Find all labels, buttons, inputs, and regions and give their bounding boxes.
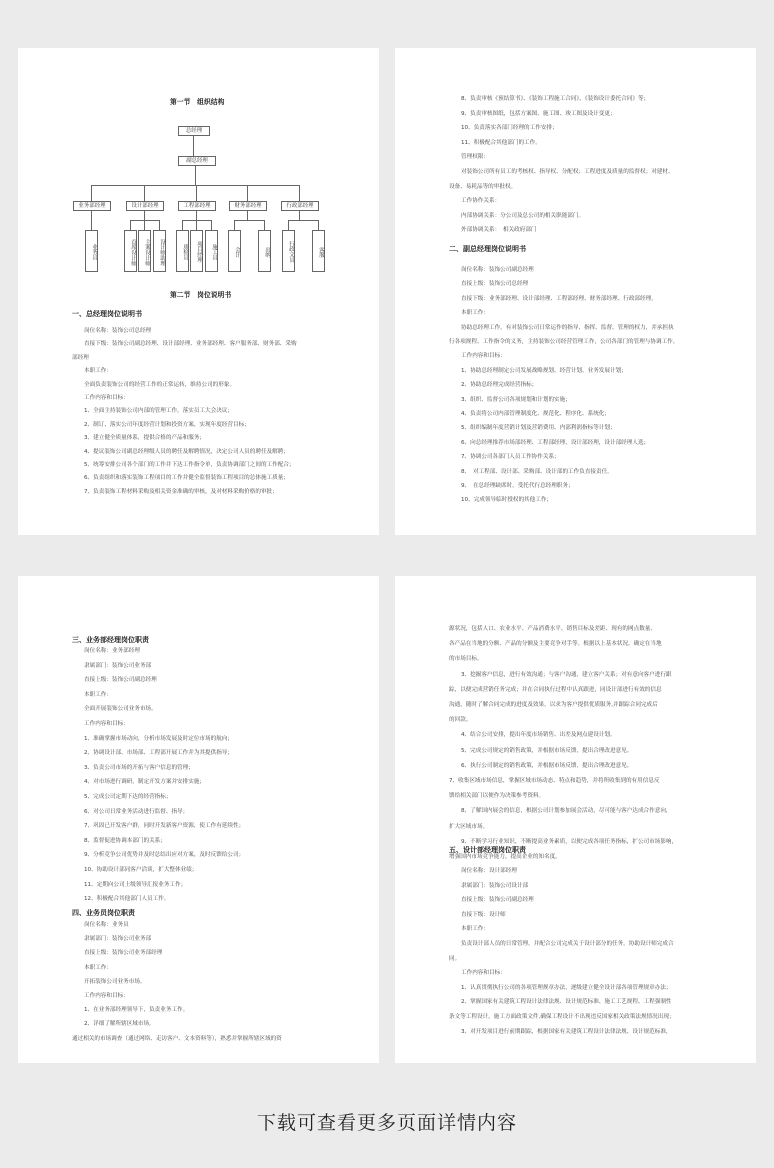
org-role-design-assistant: 设计师助理 bbox=[153, 230, 166, 272]
org-role-salesperson: 业务员 bbox=[85, 230, 98, 272]
text-line: 源状况，包括人口、农业水平、产品消费水平、销售目标及差距、现有的网点数量、 bbox=[449, 626, 656, 632]
text-line: 3、挖掘客户信息，进行有效沟通；与客户沟通，建立客户关系；对有意向客户进行跟 bbox=[461, 671, 672, 678]
text-line: 踪，以便完成营销任务完成；并在合同执行过程中认真跟进，同设计部进行有效的信息 bbox=[449, 686, 662, 693]
heading-salesperson: 四、业务员岗位职责 bbox=[72, 909, 135, 917]
text-line: 开拓装饰公司业务市场。 bbox=[84, 978, 146, 985]
text-line: 1、准确掌握市场动向，分析市场发展及时定位市场的航向； bbox=[84, 735, 233, 742]
text-line: 管理权限： bbox=[461, 154, 489, 161]
text-line: 工作内容和目标： bbox=[84, 395, 129, 401]
text-line: 的市场目标。 bbox=[449, 656, 483, 663]
document-page-2 bbox=[395, 48, 756, 535]
text-line: 本职工作： bbox=[461, 926, 489, 933]
text-line: 直接上级：装饰公司副总经理 bbox=[461, 897, 534, 904]
text-line: 9、负责审核图纸，包括方案图、施工图、竣工图及设计变更； bbox=[461, 110, 616, 117]
text-line: 岗位名称：业务员 bbox=[84, 922, 129, 928]
text-line: 7、负责装饰工程材料采购及相关资金准确的审核，及对材料采购价格的审批； bbox=[84, 488, 278, 495]
text-line: 10、协助设计部同客户洽谈，扩大整体业绩； bbox=[84, 867, 198, 873]
text-line: 外部协调关系： 相关政府部门 bbox=[461, 227, 537, 234]
text-line: 2、协助总经理完成经营指标； bbox=[461, 382, 538, 389]
text-line: 6、执行公司制定的销售政策，并根据市场反馈，提出合理改进意见。 bbox=[461, 762, 633, 769]
text-line: 对装饰公司所有员工的考核权、指导权、分配权；工程进度及质量的监督权；对建材、 bbox=[461, 169, 674, 175]
text-line: 8、 对工程部、设计部、采购部、设计部的工作负直接责任。 bbox=[461, 468, 613, 475]
org-role-customer-service: 客服 bbox=[312, 230, 325, 272]
org-node-ceo: 总经理 bbox=[178, 126, 210, 136]
heading-vice-ceo-job: 二、副总经理岗位说明书 bbox=[449, 245, 526, 253]
org-role-accountant: 会计 bbox=[228, 230, 241, 272]
text-line: 直接上级：装饰公司总经理 bbox=[461, 281, 529, 288]
text-line: 8、监督促进协调本部门的关系； bbox=[84, 837, 166, 844]
text-line: 4、提议装饰公司副总经理级人员的聘任及解聘情况，决定公司人员的聘任及解聘； bbox=[84, 448, 289, 455]
text-line: 扩大区域市场。 bbox=[449, 823, 489, 830]
text-line: 直接下级：业务部经理、设计部经理、工程部经理、财务部经理、行政部经理。 bbox=[461, 295, 657, 302]
text-line: 工作内容和目标： bbox=[84, 721, 129, 727]
text-line: 工作内容和目标： bbox=[84, 993, 129, 999]
text-line: 岗位名称：业务部经理 bbox=[84, 648, 140, 654]
text-line: 工作内容和目标： bbox=[461, 970, 506, 977]
text-line: 7、收集区域市场信息，掌握区域市场动态、特点和趋势，并将所收集到的有用信息反 bbox=[449, 778, 660, 784]
heading-business-manager: 三、业务部经理岗位职责 bbox=[72, 636, 149, 644]
text-line: 4、负责将公司内部管理制度化、规范化、程序化、系统化； bbox=[461, 411, 610, 417]
text-line: 全面负责装饰公司的经营工作的正常运转，维持公司的形象。 bbox=[84, 381, 236, 388]
document-page-4 bbox=[395, 576, 756, 1063]
text-line: 3、负责公司市场的开拓与客户信息的管理； bbox=[84, 764, 194, 771]
text-line: 5、完成公司规定的销售政策，并根据市场反馈，提出合理改进意见。 bbox=[461, 747, 633, 754]
text-line: 1、在业务部经理领导下，负责业务工作。 bbox=[84, 1007, 189, 1014]
text-line: 12、积极配合其他部门人员工作。 bbox=[84, 896, 170, 903]
text-line: 6、负责组织和落实装饰工程项目的工作并健全监督装饰工程项目的总体施工质量； bbox=[84, 475, 289, 482]
text-line: 负责设计部人员的日常管理，并配合公司完成关于设计部分的任务。协助设计师完成合 bbox=[461, 941, 674, 947]
text-line: 5、统筹安排公司各个部门的工作并下达工作指令单，负责协调部门之间的工作配合； bbox=[84, 462, 295, 468]
heading-design-manager: 五、设计部经理岗位职责 bbox=[449, 846, 526, 854]
text-line: 2、协调设计部、市场部、工程部开展工作并为其提供指导； bbox=[84, 750, 233, 757]
document-page-3 bbox=[18, 576, 379, 1063]
download-hint: 下载可查看更多页面详情内容 bbox=[256, 1112, 517, 1134]
text-line: 部经理 bbox=[72, 354, 89, 361]
text-line: 同。 bbox=[449, 955, 461, 962]
text-line: 7、协调公司各部门人员工作协作关系； bbox=[461, 454, 560, 461]
text-line: 工作协作关系： bbox=[461, 198, 501, 205]
text-line: 8、负责审核《预结算书》、《装饰工程施工合同》、《装饰设计委托合同》等； bbox=[461, 96, 650, 102]
text-line: 各产品在当地的分额、产品的分额及主要竞争对手等。根据以上基本状况，确定在当地 bbox=[449, 641, 662, 648]
text-line: 2、详细了解所辖区域市场。 bbox=[84, 1021, 155, 1028]
org-role-chief-designer: 首席设计师 bbox=[124, 230, 137, 272]
text-line: 9、 在总经理缺席时，受托代行总经理职务； bbox=[461, 483, 574, 489]
text-line: 协助总经理工作，有对装饰公司日常运作的指导、指挥、监督、管理的权力，并承担执 bbox=[461, 324, 674, 331]
org-node-vice-ceo: 副总经理 bbox=[178, 156, 216, 166]
org-role-lead-designer: 主案设计师 bbox=[138, 230, 151, 272]
text-line: 9、不断学习行业知识，不断提高业务素质，以便完成各项任务指标，扩公司市场影响， bbox=[461, 838, 678, 845]
text-line: 4、对市场进行调研，制定开发方案并安排实施； bbox=[84, 779, 206, 786]
org-role-admin-clerk: 行政文员 bbox=[282, 230, 295, 272]
text-line: 10、完成领导临时授权的其他工作； bbox=[461, 497, 553, 504]
text-line: 8、了解国内展会的信息，根据公司计划参加展会活动，尽可能与客户达成合作意向， bbox=[461, 808, 672, 815]
text-line: 3、对开发项目进行前期跟踪，根据国家有关建筑工程设计法律法规、设计规范标准， bbox=[461, 1028, 672, 1035]
text-line: 岗位名称：设计部经理 bbox=[461, 868, 517, 874]
text-line: 6、向总经理推荐市场部经理、工程部经理、设计部经理，设计部经理人选； bbox=[461, 439, 650, 446]
text-line: 5、完成公司定期下达的经营指标； bbox=[84, 794, 172, 800]
text-line: 直接上级：装饰公司业务部经理 bbox=[84, 950, 163, 957]
text-line: 的回款。 bbox=[449, 717, 472, 724]
text-line: 工作内容和目标： bbox=[461, 353, 506, 360]
text-line: 直接上级：装饰公司副总经理 bbox=[84, 677, 157, 684]
text-line: 隶属部门：装饰公司设计部 bbox=[461, 882, 529, 889]
text-line: 9、分析竞争公司优势并及时总结出应对方案，及时反馈给公司； bbox=[84, 852, 245, 859]
text-line: 全面开展装饰公司业务市场。 bbox=[84, 706, 157, 713]
org-role-inspector: 质检员 bbox=[176, 230, 189, 272]
text-line: 本职工作： bbox=[84, 964, 112, 971]
org-dept-finance: 财务部经理 bbox=[229, 201, 267, 211]
text-line: 本职工作： bbox=[84, 691, 112, 698]
text-line: 内部协调关系：分公司及总公司的相关职能部门。 bbox=[461, 212, 585, 219]
text-line: 1、认真贯彻执行公司的各项管理规章办法，逐级建立健全设计部各项管理规章办法； bbox=[461, 984, 672, 991]
org-role-cashier: 出纳 bbox=[258, 230, 271, 272]
text-line: 本职工作： bbox=[84, 368, 112, 375]
text-line: 6、对公司日常业务活动进行监督、指导； bbox=[84, 808, 189, 815]
text-line: 岗位名称：装饰公司总经理 bbox=[84, 328, 152, 334]
text-line: 1、协助总经理制定公司发展战略规划、经营计划、业务发展计划； bbox=[461, 367, 627, 374]
text-line: 本职工作： bbox=[461, 310, 489, 317]
org-role-constructor: 施工员 bbox=[205, 230, 218, 272]
text-line: 沟通，随时了解合同完成的进度及效果，以求为客户提供优质服务,并跟踪合同完成后 bbox=[449, 702, 658, 708]
text-line: 隶属部门：装饰公司业务部 bbox=[84, 936, 152, 943]
text-line: 增强国内市场竞争能力，提高企业的知名度。 bbox=[449, 854, 561, 860]
text-line: 4、结合公司安排，提出年度市场销售、出差及网点建设计划。 bbox=[461, 732, 616, 739]
text-line: 直接下级：设计师 bbox=[461, 911, 506, 918]
text-line: 11、定期向公司上级领导汇报业务工作； bbox=[84, 881, 187, 888]
text-line: 7、巩固已开发客户群，同时开发新客户资源，使工作有延续性； bbox=[84, 823, 245, 830]
text-line: 隶属部门：装饰公司业务部 bbox=[84, 662, 152, 669]
document-page-1 bbox=[18, 48, 379, 535]
text-line: 通过相关的市场调查（通过网络、走访客户、文本资料等），熟悉并掌握所辖区域的资 bbox=[72, 1035, 282, 1042]
org-role-project-manager: 项目经理 bbox=[190, 230, 203, 272]
text-line: 行各项规程、工作指令的义务，主持装饰公司经营管理工作，公司各部门的管理与协调工作。 bbox=[449, 339, 679, 345]
text-line: 1、全面主持装饰公司内部的管理工作，落实员工大会决议； bbox=[84, 408, 233, 415]
text-line: 3、建立健全质量体系，提供合格的产品和服务； bbox=[84, 435, 206, 442]
org-dept-engineering: 工程部经理 bbox=[178, 201, 216, 211]
text-line: 2、制订、落实公司年度经营计划和投资方案，实现年度经营目标； bbox=[84, 421, 250, 428]
text-line: 2、掌握国家有关建筑工程设计法律法规、设计规范标准、施工工艺规程、工程强制性 bbox=[461, 999, 672, 1006]
text-line: 5、组织编制年度营销计划及营销费用、内部利润指标等计划； bbox=[461, 425, 616, 432]
section-title-org: 第一节 组织结构 bbox=[170, 98, 225, 106]
text-line: 设备、易耗品等的审批权。 bbox=[449, 183, 517, 190]
org-dept-admin: 行政部经理 bbox=[281, 201, 319, 211]
heading-ceo-job: 一、总经理岗位说明书 bbox=[72, 310, 142, 318]
text-line: 馈给相关部门以便作为决策参考资料。 bbox=[449, 793, 545, 800]
section-title-job-desc: 第二节 岗位说明书 bbox=[170, 291, 232, 299]
org-dept-business: 业务部经理 bbox=[73, 201, 111, 211]
text-line: 岗位名称：装饰公司副总经理 bbox=[461, 267, 534, 273]
org-dept-design: 设计部经理 bbox=[126, 201, 164, 211]
text-line: 3、组织、监督公司各项规划和计划的实施； bbox=[461, 396, 571, 403]
text-line: 条文等工程设计，施工方面政策文件,确保工程设计不出现违反国家相关政策法规情况出现； bbox=[449, 1014, 675, 1020]
text-line: 11、积极配合其他部门的工作。 bbox=[461, 139, 541, 146]
text-line: 10、负责落实各部门经理的工作安排； bbox=[461, 125, 558, 132]
text-line: 直接下级：装饰公司副总经理、设计部经理、业务部经理、客户服务部、财务部、采购 bbox=[84, 341, 297, 348]
